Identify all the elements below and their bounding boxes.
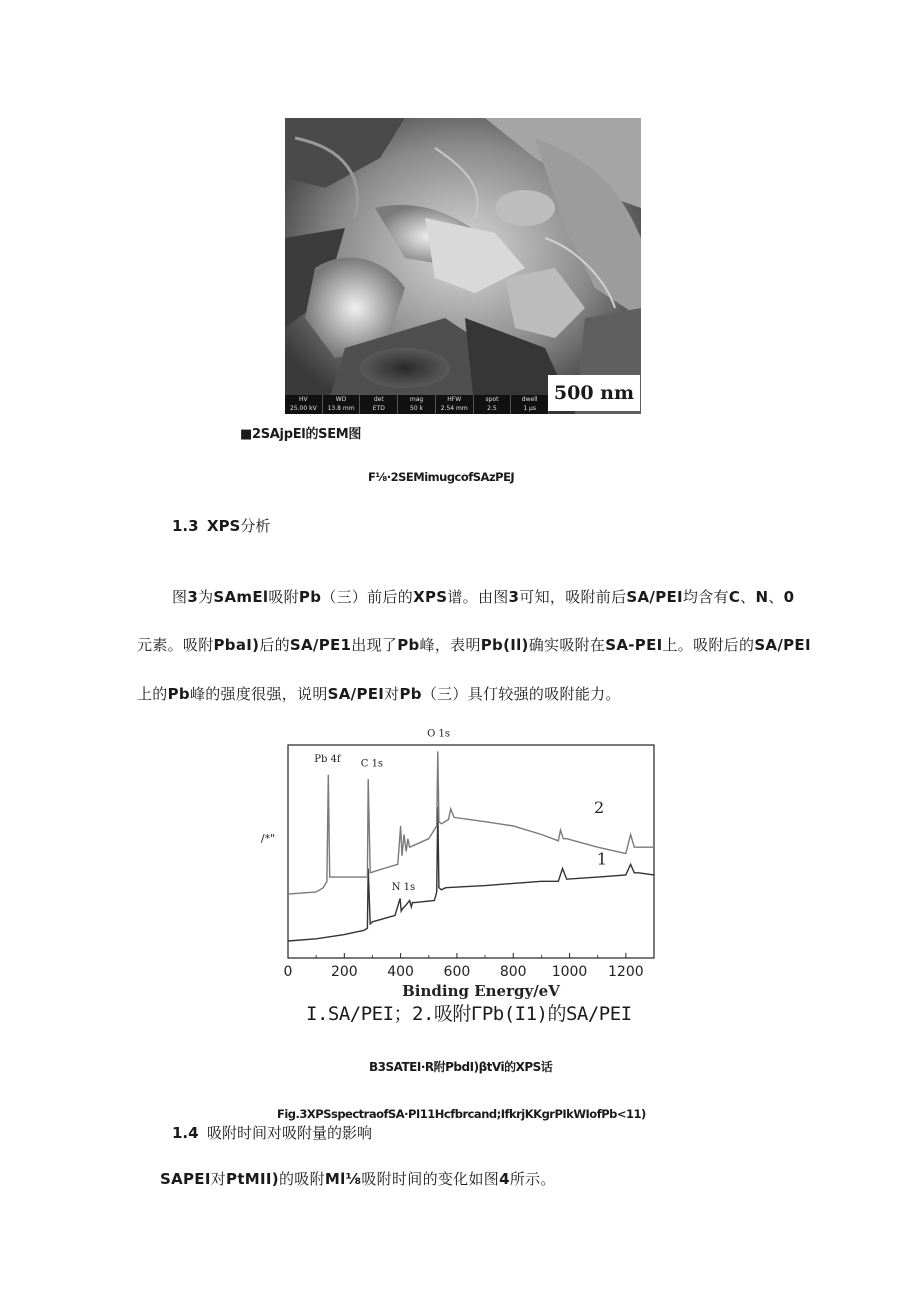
paragraph-text: 为 [198,588,214,606]
section-title-cn: 分析 [240,517,271,535]
paragraph-term: Pb [298,588,322,606]
figure2-caption-cn: ■2SAjpEl的SEM图 [240,427,362,442]
paragraph-term: SAmEl [213,588,269,606]
figure2-caption-en: F⅛·2SEMimugcofSAzPEJ [368,470,515,484]
x-tick-label: 1000 [551,964,588,980]
paragraph-text: 均含有 [682,588,729,606]
figure3-caption-cn: B3SATEI·R附PbdI)βtVi的XPS话 [369,1060,553,1074]
paragraph-term: 4 [499,1170,510,1188]
paragraph-text: 后的 [259,636,290,654]
paragraph-text: （三）具仃较强的吸附能力。 [421,685,621,703]
x-tick-label: 800 [499,964,527,980]
paragraph-term: Pb(Il) [480,636,529,654]
section-title-latin: XPS [207,517,241,535]
paragraph-term: 0 [783,588,795,606]
series-2-line [288,751,654,894]
chart-annotation: C 1s [360,758,384,770]
paragraph-term: PbaI) [213,636,260,654]
paragraph-term: SA/PEI [327,685,385,703]
sem-info-dwell: dwell 1 μs [511,395,549,414]
paragraph-term: SA/PEI [626,588,683,606]
paragraph-term: XPS [413,588,448,606]
paragraph-text: （三）前后的 [321,588,414,606]
paragraph-text: 上的 [137,685,168,703]
paragraph-term: SA/PE1 [289,636,352,654]
chart-annotation: N 1s [391,881,416,893]
sem-info-hv: HV 25.00 kV [285,395,323,414]
paragraph-line [137,634,811,655]
paragraph-text: 所示。 [509,1170,556,1188]
xps-plot-area [261,728,654,1000]
paragraph-term: Pb [167,685,190,703]
sem-info-det: det ETD [360,395,398,414]
chart-annotation: 2 [594,798,605,818]
section-heading-1-3 [172,515,270,536]
paragraph-term: SA-PEI [605,636,663,654]
paragraph-text: 对 [210,1170,227,1188]
sem-scale-bar: 500 nm [548,375,640,411]
sem-image [285,118,641,414]
y-axis-label: /*" [260,832,276,845]
chart-annotation: 1 [596,849,608,869]
paragraph-text: 确实吸附在 [528,636,606,654]
paragraph-term: 3 [508,588,520,606]
section-heading-1-4 [172,1122,372,1143]
x-tick-label: 0 [283,964,293,980]
paragraph-term: Pb [399,685,422,703]
section-title: 吸附时间对吸附量的影响 [207,1124,373,1142]
paragraph-line [137,683,621,704]
paragraph-text: 图 [172,588,188,606]
x-tick-label: 600 [443,964,471,980]
section-number: 1.3 [172,517,199,535]
figure3-caption-en: Fig.3XPSspectraofSA·PI11Hcfbrcand;IfkrjKKgrPIkWIofPb<11) [277,1107,646,1121]
paragraph-term: C [728,588,741,606]
paragraph-text: 可知，吸附前后 [519,588,627,606]
paragraph-term: SA/PEI [754,636,811,654]
paragraph-term: Ml⅛ [324,1170,362,1188]
chart-annotation: Pb 4f [314,754,341,766]
sem-info-bar [285,395,549,414]
section-number: 1.4 [172,1124,199,1142]
x-tick-label: 200 [330,964,358,980]
paragraph-text: 元素。吸附 [137,636,214,654]
paragraph-term: PtMII) [226,1170,279,1188]
chart-annotation: O 1s [427,728,451,740]
sem-texture [285,118,641,414]
paragraph-text: 、 [768,588,784,606]
figure3-legend: I.SA/PEI；2.吸附ΓPb(I1)的SA/PEI [306,1003,632,1025]
xps-chart [258,728,662,1000]
paragraph-text: 的吸附 [278,1170,325,1188]
sem-info-mag: mag 50 k [398,395,436,414]
x-tick-label: 400 [387,964,414,980]
paragraph-text: 吸附时间的变化如图 [361,1170,500,1188]
paragraph-text: 对 [384,685,400,703]
sem-info-spot: spot 2.5 [474,395,512,414]
paragraph-term: 3 [187,588,199,606]
paragraph-text: 谱。由图 [447,588,509,606]
x-axis-label: Binding Energy/eV [402,982,560,1000]
paragraph-term: N [755,588,769,606]
sem-info-wd: WD 13.8 mm [323,395,361,414]
paragraph-term: Pb [397,636,420,654]
paragraph-line [172,586,794,607]
paragraph-text: 出现了 [351,636,398,654]
paragraph-line [160,1168,556,1189]
paragraph-term: SAPEI [160,1170,211,1188]
paragraph-text: 吸附 [268,588,299,606]
x-tick-label: 1200 [608,964,644,980]
paragraph-text: 、 [740,588,756,606]
paragraph-text: 峰的强度很强，说明 [189,685,328,703]
sem-info-hfw: HFW 2.54 mm [436,395,474,414]
series-1-line [288,807,654,941]
paragraph-text: 峰，表明 [419,636,481,654]
paragraph-text: 上。吸附后的 [662,636,755,654]
